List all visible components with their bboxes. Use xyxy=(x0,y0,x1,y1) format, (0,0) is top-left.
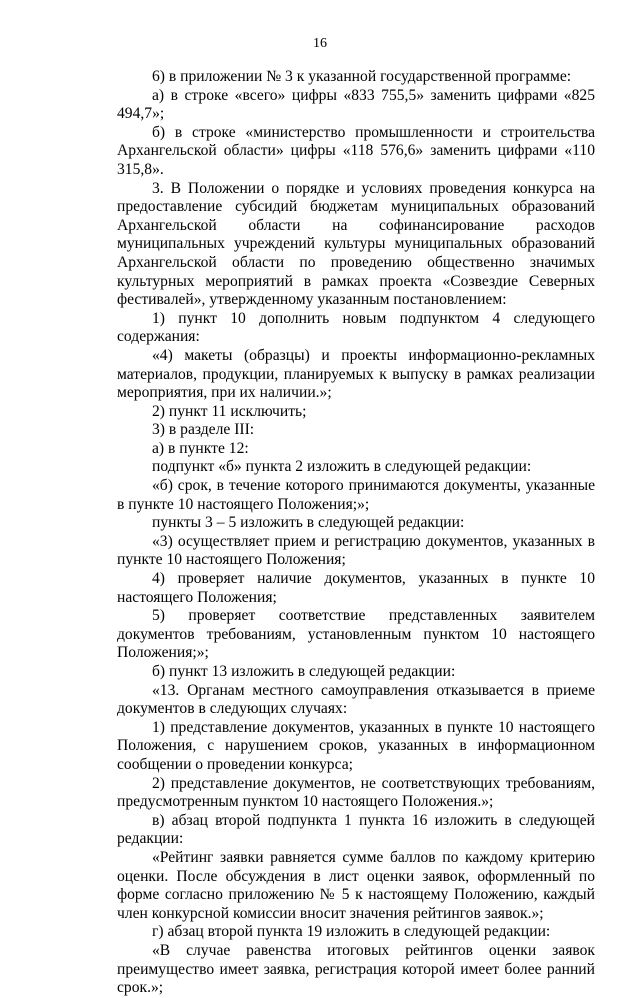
page-number: 16 xyxy=(313,36,327,51)
paragraph-3-3v: в) абзац второй подпункта 1 пункта 16 изложить в следующей редакции: xyxy=(117,811,595,848)
paragraph-13-quote: «13. Органам местного самоуправления отказывается в приеме документов в следующих случаях: xyxy=(117,681,595,718)
paragraph-items-3-5: пункты 3 – 5 изложить в следующей редакции: xyxy=(152,514,465,532)
paragraph-item-4: 4) проверяет наличие документов, указанных в пункте 10 настоящего Положения; xyxy=(117,570,595,606)
paragraph-6: 6) в приложении № 3 к указанной государственной программе: xyxy=(152,68,572,85)
paragraph-13-1: 1) представление документов, указанных в пункте 10 настоящего Положения, с нарушением сроков, указанных в информационном сообщении о проведении конкурса; xyxy=(117,718,595,773)
paragraph-subitem-b-quote: «б) срок, в течение которого принимаются документы, указанные в пункте 10 настоящего Положения;»; xyxy=(117,477,595,513)
paragraph-3-2: 2) пункт 11 исключить; xyxy=(152,402,307,420)
paragraph-subitem-b: подпункт «б» пункта 2 изложить в следующей редакции: xyxy=(152,458,532,476)
paragraph-item-3-quote: «3) осуществляет прием и регистрацию документов, указанных в пункте 10 настоящего Положения; xyxy=(117,532,595,569)
paragraph-6a: а) в строке «всего» цифры «833 755,5» заменить цифрами «825 494,7»; xyxy=(117,86,595,123)
paragraph-equal-rating-quote: «В случае равенства итоговых рейтингов оценки заявок преимущество имеет заявка, регистрация которой имеет более ранний срок.»; xyxy=(117,941,595,997)
paragraph-rating-quote: «Рейтинг заявки равняется сумме баллов по каждому критерию оценки. После обсуждения в лист оценки заявок, оформленный по форме согласно приложению № 5 к настоящему Положению, каждый член конкурсной комиссии вносит значения рейтингов заявок.»; xyxy=(117,848,595,922)
paragraph-3-1-quote: «4) макеты (образцы) и проекты информационно-рекламных материалов, продукции, планируемых к выпуску в рамках реализации мероприятия, при их наличии.»; xyxy=(117,346,595,402)
document-body xyxy=(117,68,595,998)
paragraph-3-3g: г) абзац второй пункта 19 изложить в следующей редакции: xyxy=(152,923,551,941)
paragraph-item-5: 5) проверяет соответствие представленных заявителем документов требованиям, установленным пунктом 10 настоящего Положения;»; xyxy=(117,607,595,662)
paragraph-6b: б) в строке «министерство промышленности и строительства Архангельской области» цифры «118 576,6» заменить цифрами «110 315,8». xyxy=(117,123,595,178)
paragraph-3-3b: б) пункт 13 изложить в следующей редакции: xyxy=(152,663,456,680)
paragraph-3-3a: а) в пункте 12: xyxy=(152,439,249,457)
paragraph-13-2: 2) представление документов, не соответствующих требованиям, предусмотренным пунктом 10 настоящего Положения.»; xyxy=(117,774,595,811)
paragraph-3-1: 1) пункт 10 дополнить новым подпунктом 4 следующего содержания: xyxy=(117,309,595,346)
paragraph-3-regulation: 3. В Положении о порядке и условиях проведения конкурса на предоставление субсидий бюджетам муниципальных образований Архангельской области на софинансирование расходов муниципальных учреждений культуры муниципальных образований Архангельской области по проведению общественно значимых культурных мероприятий в рамках проекта «Созвездие Северных фестивалей», утвержденному указанным постановлением: xyxy=(117,179,595,309)
paragraph-3-3: 3) в разделе III: xyxy=(152,421,255,439)
